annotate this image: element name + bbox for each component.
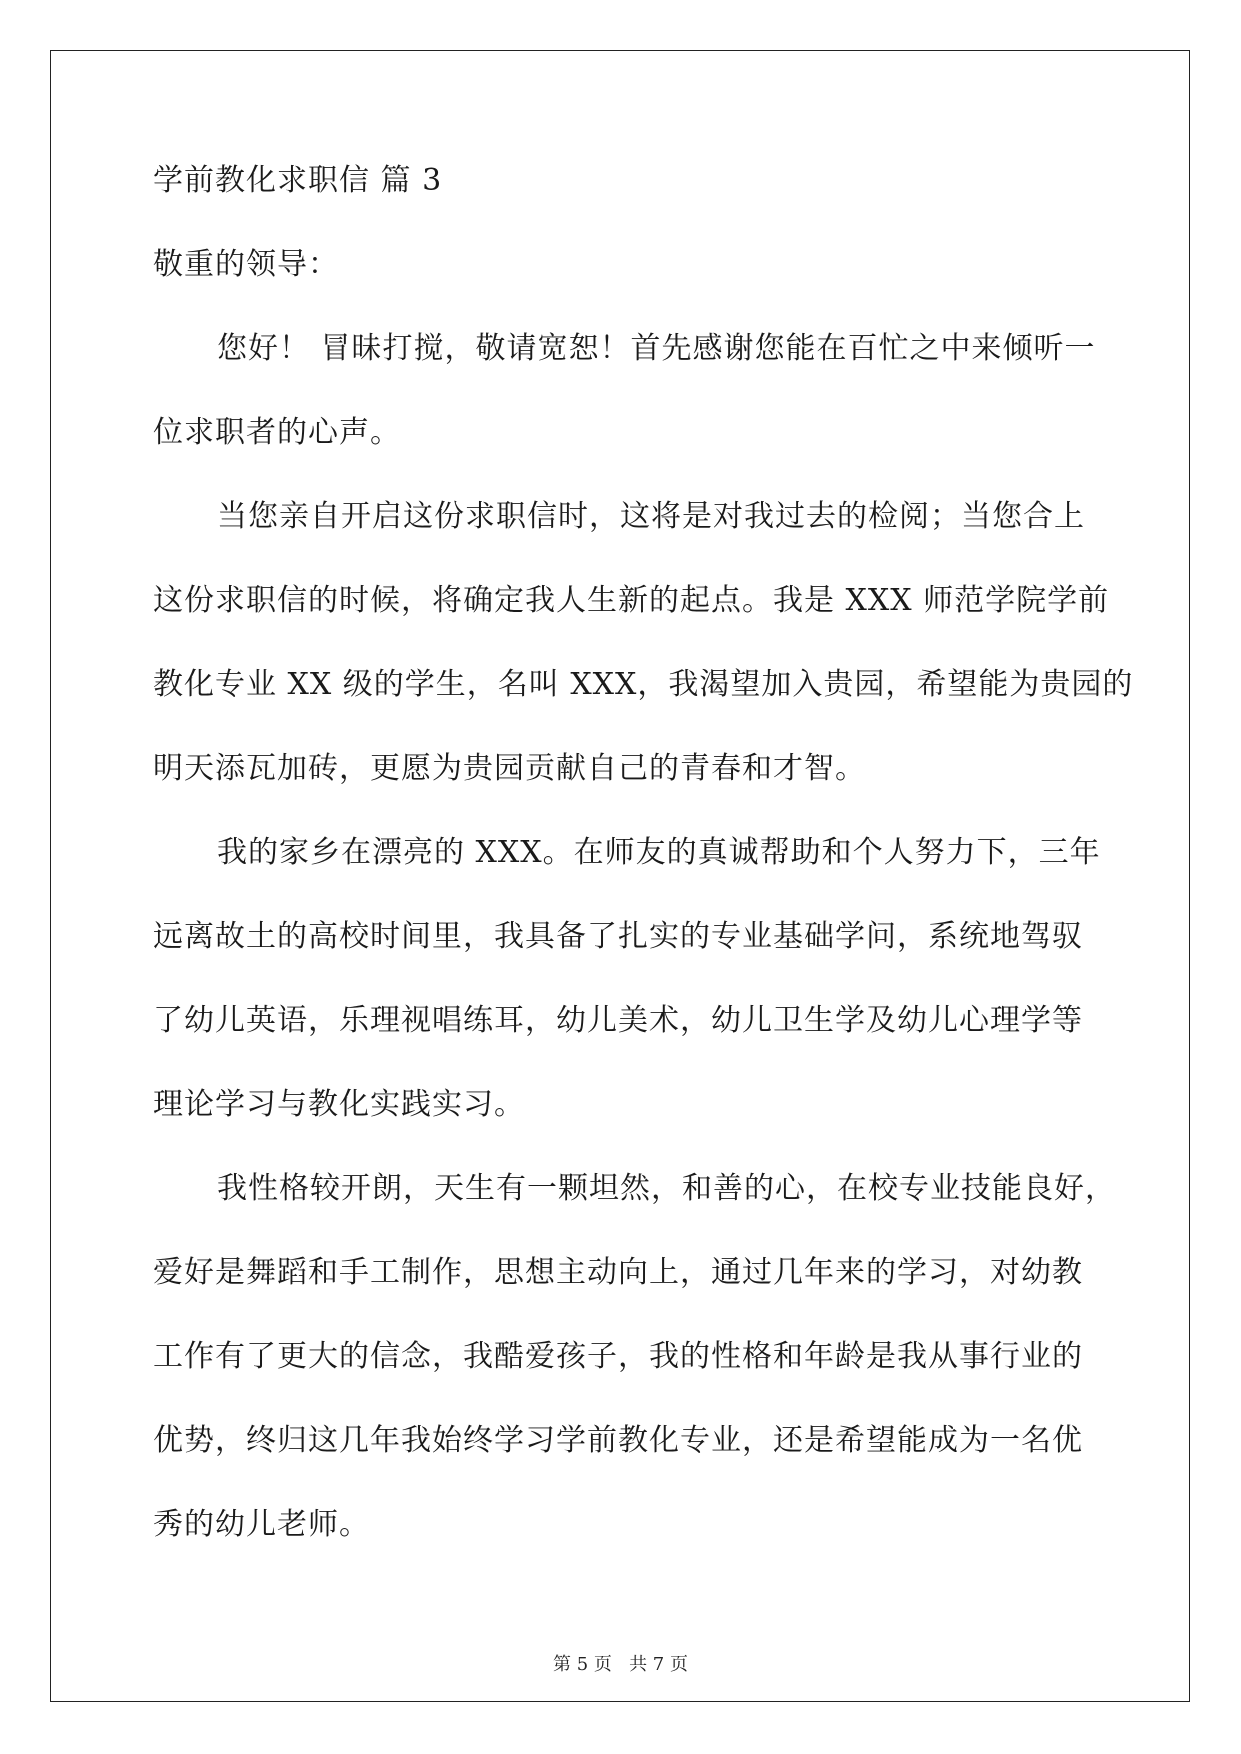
salutation: 敬重的领导： (153, 247, 339, 282)
page-total: 共 7 页 (629, 1654, 688, 1675)
paragraph-line: 了幼儿英语，乐理视唱练耳，幼儿美术，幼儿卫生学及幼儿心理学等 (153, 1003, 1083, 1038)
paragraph-line: 我性格较开朗，天生有一颗坦然，和善的心，在校专业技能良好， (217, 1171, 1116, 1206)
page-number: 第 5 页 (553, 1654, 612, 1675)
paragraph-line: 您好！ 冒昧打搅，敬请宽恕！首先感谢您能在百忙之中来倾听一 (217, 331, 1096, 366)
paragraph-3 (153, 832, 1113, 1126)
paragraph-line: 我的家乡在漂亮的 XXX。在师友的真诚帮助和个人努力下，三年 (217, 835, 1101, 870)
paragraph-line: 教化专业 XX 级的学生，名叫 XXX，我渴望加入贵园，希望能为贵园的 (153, 667, 1134, 702)
paragraph-line: 位求职者的心声。 (153, 415, 401, 450)
paragraph-line: 爱好是舞蹈和手工制作，思想主动向上，通过几年来的学习，对幼教 (153, 1255, 1083, 1290)
paragraph-line: 优势，终归这几年我始终学习学前教化专业，还是希望能成为一名优 (153, 1423, 1083, 1458)
paragraph-2 (153, 496, 1134, 790)
document-title: 学前教化求职信 篇 3 (153, 163, 443, 198)
paragraph-1 (153, 328, 1113, 454)
paragraph-line: 这份求职信的时候，将确定我人生新的起点。我是 XXX 师范学院学前 (153, 583, 1110, 618)
page-footer (0, 1650, 1241, 1676)
paragraph-4 (153, 1168, 1116, 1546)
document-body (153, 160, 1134, 1546)
paragraph-line: 理论学习与教化实践实习。 (153, 1087, 525, 1122)
paragraph-line: 明天添瓦加砖，更愿为贵园贡献自己的青春和才智。 (153, 751, 866, 786)
paragraph-line: 远离故土的高校时间里，我具备了扎实的专业基础学问，系统地驾驭 (153, 919, 1083, 954)
paragraph-line: 工作有了更大的信念，我酷爱孩子，我的性格和年龄是我从事行业的 (153, 1339, 1083, 1374)
paragraph-line: 当您亲自开启这份求职信时，这将是对我过去的检阅；当您合上 (217, 499, 1085, 534)
paragraph-line: 秀的幼儿老师。 (153, 1507, 370, 1542)
